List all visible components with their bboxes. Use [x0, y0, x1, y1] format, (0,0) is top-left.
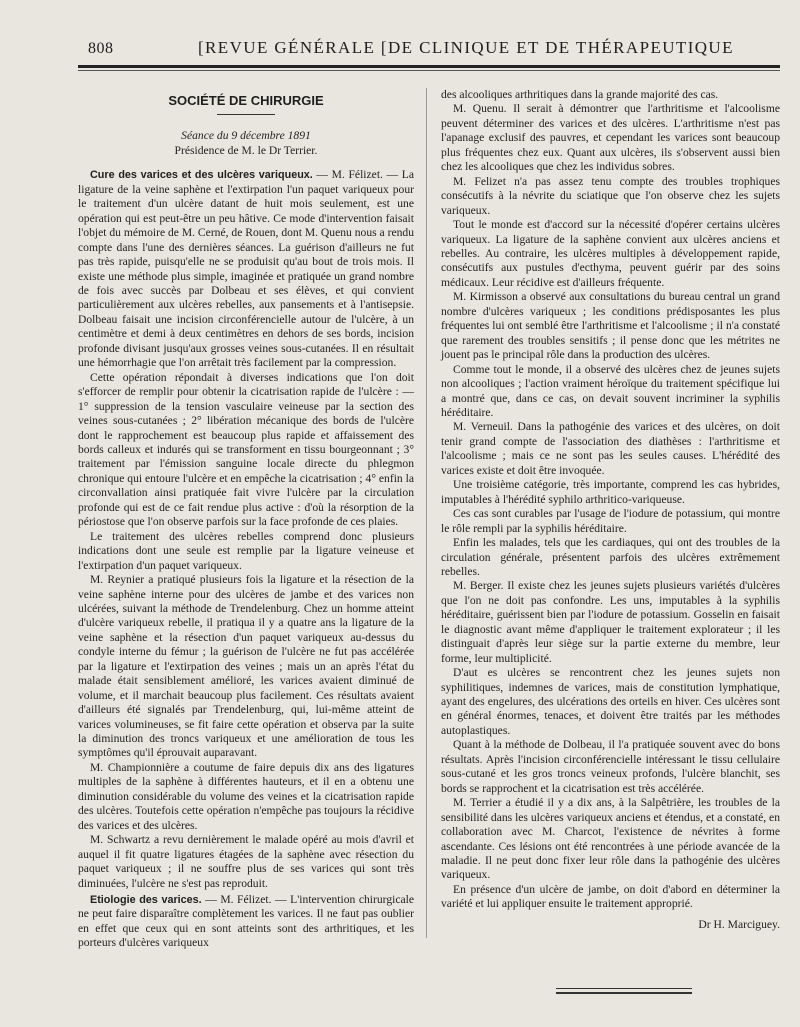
paragraph: M. Quenu. Il serait à démontrer que l'arthritisme et l'alcoolisme peuvent déterminer des varices et des ulcères. L'arthritisme n'est pas l'apanage exclusif des pauvres, et cependant les varices sont beaucoup plus fréquentes chez eux. Quant aux ulcères, ils s'observent aussi bien chez les alcooliques que chez les individus sobres. [441, 102, 780, 174]
running-title: [REVUE GÉNÉRALE [DE CLINIQUE ET DE THÉRAPEUTIQUE [198, 38, 734, 57]
header-rule-thin [78, 70, 780, 71]
page-number: 808 [88, 40, 114, 57]
paragraph: Comme tout le monde, il a observé des ulcères chez de jeunes sujets non alcooliques ; l'action vraiment héroïque du traitement spécifique lui a montré que, dans ce cas, on devait souvent incriminer la syphilis héréditaire. [441, 362, 780, 419]
right-column [441, 88, 780, 932]
paragraph: M. Berger. Il existe chez les jeunes sujets plusieurs variétés d'ulcères que l'on ne doit pas confondre. Les uns, imputables à la syphilis héréditaire, guérissent bien par l'iodure de potassium. Gosselin en faisait le diagnostic avant même d'appliquer le traitement explorateur ; il les distinguait d'après leur siège sur la partie externe du membre, leur forme, leur multiplicité. [441, 579, 780, 665]
header-rule-thick [78, 65, 780, 68]
paragraph: D'aut es ulcères se rencontrent chez les jeunes sujets non syphilitiques, indemnes de varices, mais de constitution lymphatique, ayant des engelures, des ulcérations des orteils en hiver. Ces ulcères sont en général énormes, tenaces, et doivent être traités par les méthodes autoplastiques. [441, 666, 780, 737]
paragraph: M. Terrier a étudié il y a dix ans, à la Salpêtrière, les troubles de la sensibilité dans les ulcères variqueux anciens et étendus, et a constaté, en collaboration avec M. Charcot, l'existence de névrites à forme ascendante. Ces lésions ont été rencontrées à une période avancée de la maladie. Il ne peut donc fixer leur rôle dans la pathogénie des ulcères variqueux. [441, 796, 780, 882]
paragraph: M. Schwartz a revu dernièrement le malade opéré au mois d'avril et auquel il fit quatre ligatures étagées de la saphène avec résection du paquet variqueux ; il ne souffre plus de ses varices qui sont très diminuées, l'ulcère ne s'est pas reproduit. [78, 833, 414, 890]
paragraph: Enfin les malades, tels que les cardiaques, qui ont des troubles de la circulation générale, présentent parfois des ulcères extrêmement rebelles. [441, 536, 780, 578]
presidence-line: Présidence de M. le Dr Terrier. [174, 143, 318, 157]
paragraph: M. Championnière a coutume de faire depuis dix ans des ligatures multiples de la saphène à différentes hauteurs, et il en a obtenu une diminution considérable du volume des veines et la cicatrisation rapide des ulcères. Toutefois cette opération n'empêche pas toujours la récidive des varices et des ulcères. [78, 760, 414, 832]
left-column [78, 88, 414, 951]
end-rule [556, 988, 692, 989]
paragraph: Quant à la méthode de Dolbeau, il l'a pratiquée souvent avec do bons résultats. Après l'incision circonférencielle intéressant le tissu cellulaire sous-cutané et les gros troncs veineux profonds, l'ulcère blanchit, ses bords se rapprochent et la cicatrisation est très accélérée. [441, 738, 780, 795]
author-signature: Dr H. Marciguey. [698, 917, 780, 931]
paragraph: M. Kirmisson a observé aux consultations du bureau central un grand nombre d'ulcères variqueux ; les conditions prédisposantes les plus fréquentes lui ont semblé être l'arthritisme et l'alcoolisme ; il n'a constaté que rarement des troubles sensitifs ; il pense donc que les métrites ne jouent pas le principal rôle dans la production des ulcères. [441, 290, 780, 362]
paragraph: des alcooliques arthritiques dans la grande majorité des cas. [441, 88, 719, 101]
paragraph: Cette opération répondait à diverses indications que l'on doit s'efforcer de remplir pour obtenir la cicatrisation rapide de l'ulcère : — 1° suppression de la tension vasculaire veineuse par la section des veines sous-cutanées ; 2° libération mécanique des bords de l'ulcère dont le rapprochement est beaucoup plus rapide et affaissement des bords calleux et indurés qui se transforment en tissu bourgeonnant ; 3° traitement par l'émission sanguine locale directe du phlegmon chronique qui entoure l'ulcère et en empêche la cicatrisation ; 4° enfin la circonvallation ainsi pratiquée fait vivre l'ulcère par la circulation profonde qui est de ce fait rendue plus active : d'où la résorption de la périostose que l'on observe parfois sur la face profonde de ces plaies. [78, 370, 414, 529]
paragraph-text: — M. Félizet. — L'intervention chirurgicale ne peut faire disparaître complètement les varices. Il ne faut pas oublier en effet que ceux qui en sont atteints sont des arthritiques, et les porteurs d'ulcères variqueux [78, 893, 414, 950]
paragraph: M. Felizet n'a pas assez tenu compte des troubles trophiques consécutifs à la névrite du sciatique que l'on observe chez les sujets variqueux. [441, 174, 780, 217]
section-title-rule [217, 114, 275, 115]
topic-heading: Cure des varices et des ulcères variqueux. [90, 169, 313, 182]
end-rule-thick [556, 992, 692, 994]
paragraph: Tout le monde est d'accord sur la nécessité d'opérer certains ulcères variqueux. La ligature de la saphène convient aux ulcères anciens et rebelles. Au contraire, les ulcères multiples à développement rapide, consécutifs aux pustules d'ecthyma, peuvent guérir par des soins médicaux. Leur récidive est d'ailleurs fréquente. [441, 218, 780, 289]
section-title: SOCIÉTÉ DE CHIRURGIE [168, 93, 324, 108]
page-header [0, 30, 800, 60]
session-date: Séance du 9 décembre 1891 [181, 129, 311, 143]
paragraph: Ces cas sont curables par l'usage de l'iodure de potassium, qui montre le rôle rempli par la syphilis héréditaire. [441, 507, 780, 535]
paragraph-text: — M. Félizet. — La ligature de la veine saphène et l'extirpation l'un paquet variqueux pour le traitement d'un ulcère datant de huit mois seulement, est une opération qui est peut-être un peu hâtive. Ce mode d'intervention faisait l'objet du mémoire de M. Cerné, de Rouen, dont M. Quenu nous a rendu compte dans l'une des dernières séances. La guérison d'ailleurs ne fut pas très rapide, puisqu'elle ne se produisit qu'au bout de trois mois. Il existe une méthode plus simple, imaginée et pratiquée un grand nombre de fois avec succès par Dolbeau et ses élèves, et qui convient particulièrement aux ulcères rebelles, aux pansements et à l'antisepsie. Dolbeau faisait une incision circonférencielle autour de l'ulcère, à un centimètre et demi à deux centimètres en dehors de ses bords, incision profonde divisant jusqu'aux grosses veines sous-cutanées. Il en résultait une hémorrhagie que l'on arrêtait très facilement par la compression. [78, 168, 415, 370]
paragraph: M. Reynier a pratiqué plusieurs fois la ligature et la résection de la veine saphène interne pour des ulcères de jambe et des varices non ulcérées, suivant la méthode de Trendelenburg. Chez un homme atteint d'ulcère variqueux rebelle, il pratiqua il y a quatre ans la ligature de la veine saphène et la résection d'un paquet variqueux au-dessus du condyle interne du fémur ; la guérison de l'ulcère ne fut pas accélérée par la ligature et l'extirpation des veines ; mais un an après l'état du malade était sensiblement amélioré, les varices avaient diminué de volume, et il marchait beaucoup plus facilement. Ces résultats avaient d'ailleurs été signalés par Trendelenburg, qui, lui-même atteint de varices volumineuses, se fit faire cette opération et observa par la suite la diminution des troncs variqueux et une amélioration de tous les symptômes qu'il éprouvait auparavant. [78, 573, 414, 760]
paragraph [78, 893, 414, 951]
paragraph: Une troisième catégorie, très importante, comprend les cas hybrides, imputables à l'hérédité syphilo arthritico-variqueuse. [441, 478, 780, 506]
column-divider [426, 88, 427, 938]
paragraph: En présence d'un ulcère de jambe, on doit d'abord en déterminer la variété et lui appliquer ensuite le traitement approprié. [441, 882, 780, 911]
paragraph: Le traitement des ulcères rebelles comprend donc plusieurs indications dont une seule est remplie par la ligature veineuse et l'extirpation d'un paquet variqueux. [78, 529, 414, 572]
topic-heading: Etiologie des varices. [90, 894, 202, 907]
paragraph: M. Verneuil. Dans la pathogénie des varices et des ulcères, on doit tenir grand compte de l'association des diathèses : l'arthritisme et l'alcoolisme ; mais ce ne sont pas les seules causes. L'hérédité des varices existe et doit être invoquée. [441, 420, 780, 477]
paragraph [78, 168, 414, 370]
